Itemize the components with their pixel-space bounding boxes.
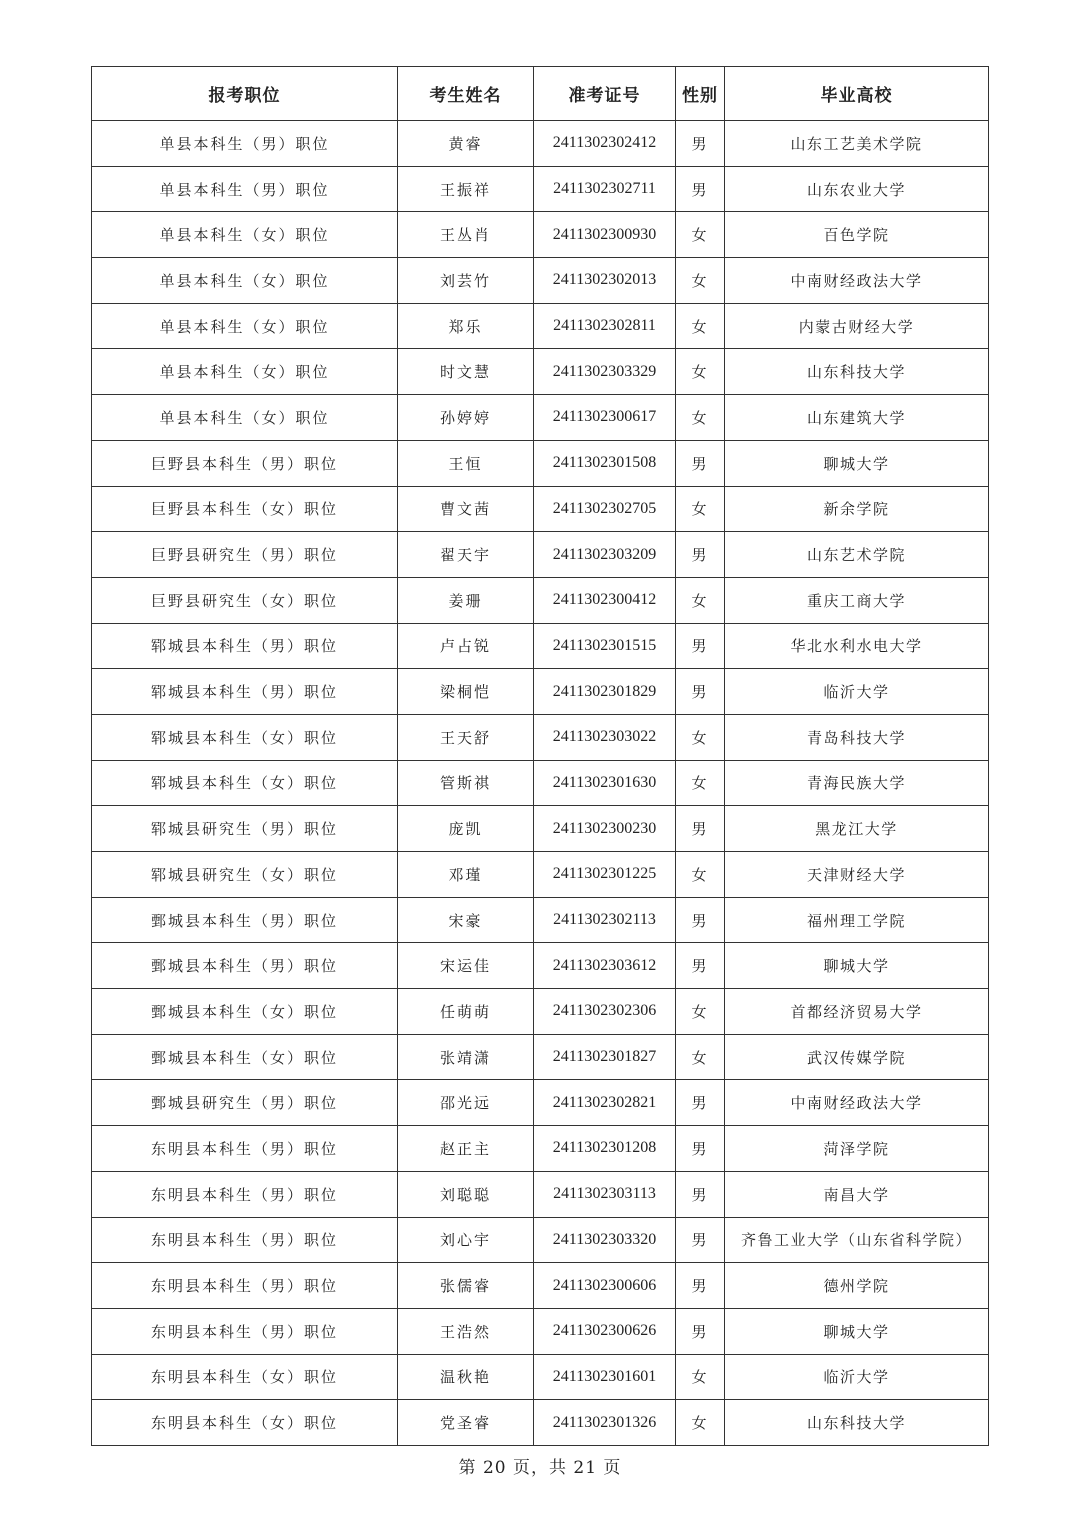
cell-gender: 女 [676,1400,725,1446]
cell-position: 单县本科生（男）职位 [92,121,398,167]
cell-exam-id: 2411302300617 [534,395,676,441]
cell-exam-id: 2411302301326 [534,1400,676,1446]
cell-name: 翟天宇 [398,532,534,578]
cell-gender: 男 [676,440,725,486]
cell-gender: 男 [676,623,725,669]
table-row [92,714,989,760]
cell-position: 郓城县本科生（女）职位 [92,714,398,760]
cell-name: 王丛肖 [398,212,534,258]
cell-position: 巨野县本科生（女）职位 [92,486,398,532]
cell-name: 张儒睿 [398,1263,534,1309]
cell-position: 东明县本科生（女）职位 [92,1354,398,1400]
cell-gender: 男 [676,1171,725,1217]
cell-exam-id: 2411302301827 [534,1034,676,1080]
table-row [92,669,989,715]
cell-position: 单县本科生（女）职位 [92,349,398,395]
cell-gender: 女 [676,577,725,623]
cell-school: 山东科技大学 [725,1400,989,1446]
cell-gender: 女 [676,258,725,304]
header-position: 报考职位 [92,67,398,121]
cell-school: 聊城大学 [725,943,989,989]
cell-gender: 男 [676,1217,725,1263]
table-row [92,303,989,349]
table-row [92,395,989,441]
cell-school: 首都经济贸易大学 [725,989,989,1035]
table-row [92,1080,989,1126]
header-gender: 性别 [676,67,725,121]
cell-position: 郓城县研究生（男）职位 [92,806,398,852]
cell-school: 山东艺术学院 [725,532,989,578]
table-row [92,1126,989,1172]
table-row [92,623,989,669]
cell-position: 东明县本科生（男）职位 [92,1308,398,1354]
cell-exam-id: 2411302300412 [534,577,676,623]
cell-gender: 女 [676,395,725,441]
cell-name: 王天舒 [398,714,534,760]
cell-exam-id: 2411302303113 [534,1171,676,1217]
cell-name: 王振祥 [398,166,534,212]
cell-position: 鄄城县本科生（女）职位 [92,1034,398,1080]
cell-exam-id: 2411302301515 [534,623,676,669]
cell-exam-id: 2411302303329 [534,349,676,395]
cell-name: 姜珊 [398,577,534,623]
cell-gender: 女 [676,303,725,349]
cell-position: 巨野县研究生（女）职位 [92,577,398,623]
cell-gender: 女 [676,989,725,1035]
cell-school: 华北水利水电大学 [725,623,989,669]
table-row [92,121,989,167]
cell-exam-id: 2411302300230 [534,806,676,852]
table-row [92,349,989,395]
cell-school: 山东科技大学 [725,349,989,395]
cell-exam-id: 2411302301829 [534,669,676,715]
cell-name: 孙婷婷 [398,395,534,441]
cell-position: 东明县本科生（男）职位 [92,1171,398,1217]
cell-position: 郓城县研究生（女）职位 [92,852,398,898]
table-row [92,212,989,258]
cell-gender: 男 [676,897,725,943]
cell-gender: 男 [676,806,725,852]
cell-position: 鄄城县研究生（男）职位 [92,1080,398,1126]
cell-position: 单县本科生（女）职位 [92,303,398,349]
cell-name: 党圣睿 [398,1400,534,1446]
cell-exam-id: 2411302301208 [534,1126,676,1172]
table-row [92,1217,989,1263]
cell-exam-id: 2411302302013 [534,258,676,304]
table-row [92,440,989,486]
cell-name: 管斯祺 [398,760,534,806]
table-header-row [92,67,989,121]
cell-exam-id: 2411302303320 [534,1217,676,1263]
candidate-table [91,66,989,1446]
cell-exam-id: 2411302302113 [534,897,676,943]
cell-position: 单县本科生（男）职位 [92,166,398,212]
table-row [92,989,989,1035]
cell-name: 庞凯 [398,806,534,852]
cell-position: 巨野县研究生（男）职位 [92,532,398,578]
cell-gender: 女 [676,1354,725,1400]
cell-school: 中南财经政法大学 [725,1080,989,1126]
cell-school: 齐鲁工业大学（山东省科学院） [725,1217,989,1263]
cell-gender: 女 [676,852,725,898]
cell-name: 宋运佳 [398,943,534,989]
cell-name: 刘聪聪 [398,1171,534,1217]
cell-name: 宋豪 [398,897,534,943]
cell-name: 王浩然 [398,1308,534,1354]
cell-position: 郓城县本科生（男）职位 [92,623,398,669]
cell-position: 东明县本科生（男）职位 [92,1126,398,1172]
cell-position: 东明县本科生（男）职位 [92,1217,398,1263]
cell-school: 山东农业大学 [725,166,989,212]
cell-exam-id: 2411302301601 [534,1354,676,1400]
table-row [92,1400,989,1446]
cell-exam-id: 2411302303022 [534,714,676,760]
cell-position: 单县本科生（女）职位 [92,258,398,304]
cell-name: 刘芸竹 [398,258,534,304]
cell-exam-id: 2411302302811 [534,303,676,349]
table-row [92,1034,989,1080]
cell-school: 山东建筑大学 [725,395,989,441]
cell-school: 聊城大学 [725,1308,989,1354]
cell-name: 邵光远 [398,1080,534,1126]
cell-gender: 男 [676,121,725,167]
cell-position: 巨野县本科生（男）职位 [92,440,398,486]
cell-gender: 男 [676,943,725,989]
cell-exam-id: 2411302300930 [534,212,676,258]
cell-position: 东明县本科生（女）职位 [92,1400,398,1446]
cell-school: 青海民族大学 [725,760,989,806]
cell-school: 聊城大学 [725,440,989,486]
cell-gender: 男 [676,669,725,715]
cell-name: 王恒 [398,440,534,486]
cell-name: 郑乐 [398,303,534,349]
cell-position: 鄄城县本科生（男）职位 [92,943,398,989]
cell-gender: 女 [676,349,725,395]
cell-exam-id: 2411302301508 [534,440,676,486]
cell-gender: 女 [676,486,725,532]
cell-gender: 女 [676,714,725,760]
cell-exam-id: 2411302302821 [534,1080,676,1126]
cell-name: 刘心宇 [398,1217,534,1263]
cell-name: 时文慧 [398,349,534,395]
cell-exam-id: 2411302300626 [534,1308,676,1354]
header-name: 考生姓名 [398,67,534,121]
cell-exam-id: 2411302302711 [534,166,676,212]
cell-position: 鄄城县本科生（女）职位 [92,989,398,1035]
cell-name: 梁桐恺 [398,669,534,715]
header-exam-id: 准考证号 [534,67,676,121]
cell-exam-id: 2411302302412 [534,121,676,167]
cell-school: 青岛科技大学 [725,714,989,760]
cell-school: 中南财经政法大学 [725,258,989,304]
cell-school: 重庆工商大学 [725,577,989,623]
cell-exam-id: 2411302302306 [534,989,676,1035]
cell-school: 天津财经大学 [725,852,989,898]
page-number: 第 20 页，共 21 页 [458,1458,622,1478]
cell-school: 菏泽学院 [725,1126,989,1172]
table-row [92,486,989,532]
table-row [92,760,989,806]
cell-school: 新余学院 [725,486,989,532]
cell-school: 黑龙江大学 [725,806,989,852]
cell-name: 邓瑾 [398,852,534,898]
cell-name: 赵正主 [398,1126,534,1172]
cell-position: 单县本科生（女）职位 [92,395,398,441]
cell-gender: 男 [676,1308,725,1354]
table-row [92,532,989,578]
cell-exam-id: 2411302301225 [534,852,676,898]
cell-school: 内蒙古财经大学 [725,303,989,349]
cell-gender: 女 [676,212,725,258]
cell-exam-id: 2411302300606 [534,1263,676,1309]
cell-gender: 女 [676,760,725,806]
table-row [92,1308,989,1354]
table-row [92,258,989,304]
cell-position: 单县本科生（女）职位 [92,212,398,258]
table-row [92,1171,989,1217]
cell-name: 任萌萌 [398,989,534,1035]
cell-position: 鄄城县本科生（男）职位 [92,897,398,943]
cell-exam-id: 2411302302705 [534,486,676,532]
cell-position: 东明县本科生（男）职位 [92,1263,398,1309]
cell-name: 张靖潇 [398,1034,534,1080]
cell-school: 南昌大学 [725,1171,989,1217]
cell-gender: 男 [676,532,725,578]
cell-gender: 男 [676,1080,725,1126]
table-body [92,121,989,1446]
header-school: 毕业高校 [725,67,989,121]
cell-name: 卢占锐 [398,623,534,669]
table-row [92,577,989,623]
table-row [92,166,989,212]
table-row [92,943,989,989]
cell-gender: 男 [676,1126,725,1172]
cell-gender: 男 [676,166,725,212]
cell-school: 临沂大学 [725,1354,989,1400]
table-row [92,1354,989,1400]
table-row [92,852,989,898]
cell-name: 温秋艳 [398,1354,534,1400]
cell-school: 武汉传媒学院 [725,1034,989,1080]
cell-exam-id: 2411302303209 [534,532,676,578]
cell-school: 临沂大学 [725,669,989,715]
table-row [92,1263,989,1309]
cell-gender: 男 [676,1263,725,1309]
cell-position: 郓城县本科生（男）职位 [92,669,398,715]
cell-school: 德州学院 [725,1263,989,1309]
cell-school: 福州理工学院 [725,897,989,943]
cell-school: 百色学院 [725,212,989,258]
cell-gender: 女 [676,1034,725,1080]
cell-exam-id: 2411302303612 [534,943,676,989]
cell-exam-id: 2411302301630 [534,760,676,806]
table-row [92,806,989,852]
cell-name: 曹文茜 [398,486,534,532]
cell-position: 郓城县本科生（女）职位 [92,760,398,806]
cell-name: 黄睿 [398,121,534,167]
cell-school: 山东工艺美术学院 [725,121,989,167]
table-row [92,897,989,943]
